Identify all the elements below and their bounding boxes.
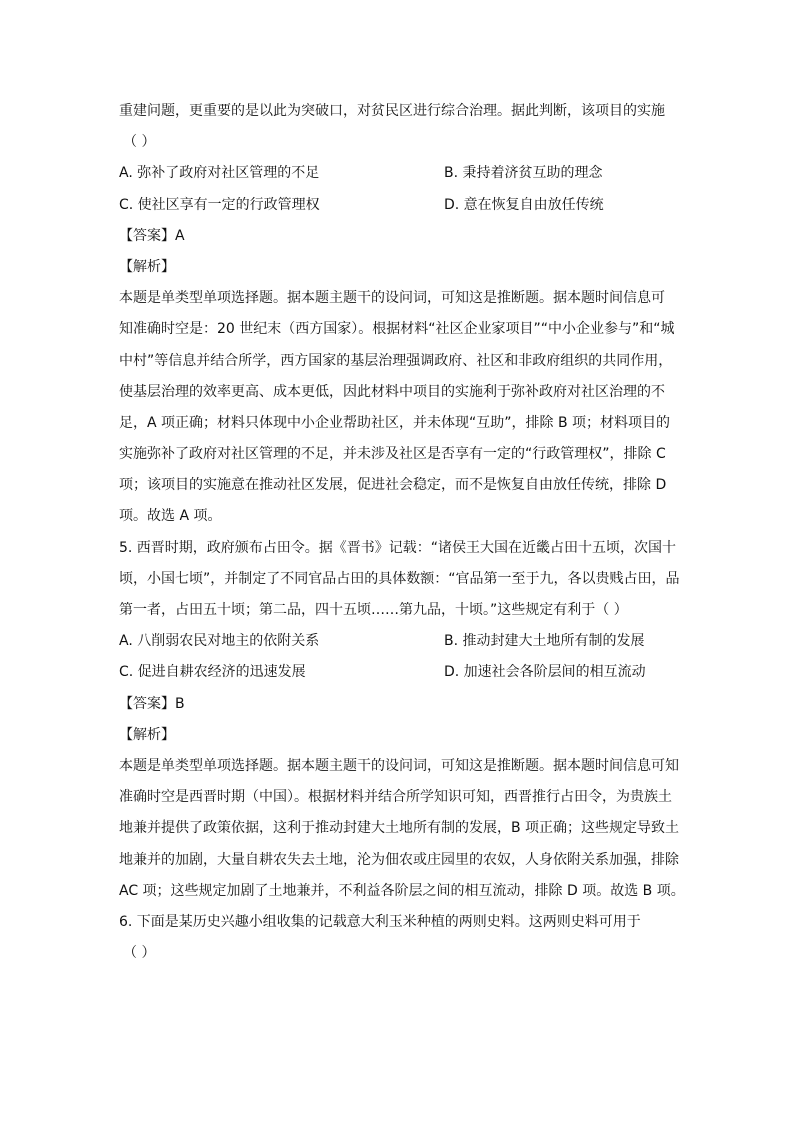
q4-analysis-label: 【解析】 [119,258,175,275]
q5-options-row-1 [119,626,689,657]
q4-answer-blank: （ ） [123,134,156,151]
q5-answer: 【答案】B [119,695,185,712]
q4-analysis-line-1: 本题是单类型单项选择题。据本题主题干的设问词，可知这是推断题。据本题时间信息可 [119,290,665,307]
q4-analysis-line-5: 足，A 项正确；材料只体现中小企业帮助社区，并未体现“互助”，排除 B 项；材料项目的 [119,414,671,431]
q5-option-c: C. 促进自耕农经济的迅速发展 [119,664,306,681]
q4-option-b: B. 秉持着济贫互助的理念 [444,165,603,182]
q4-option-c: C. 使社区享有一定的行政管理权 [119,196,320,213]
q5-analysis-line-2: 准确时空是西晋时期（中国）。根据材料并结合所学知识可知，西晋推行占田令，为贵族土 [119,789,672,806]
q5-options-row-2 [119,657,689,688]
q5-analysis-label: 【解析】 [119,726,175,743]
q6-stem-line-1: 6. 下面是某历史兴趣小组收集的记载意大利玉米种植的两则史料。这两则史料可用于 [119,913,641,930]
q5-analysis-line-4: 地兼并的加剧，大量自耕农失去土地，沦为佃农或庄园里的农奴，人身依附关系加强，排除 [119,851,679,868]
document-page [119,96,689,969]
q4-option-a: A. 弥补了政府对社区管理的不足 [119,165,320,182]
q4-analysis-line-4: 使基层治理的效率更高、成本更低，因此材料中项目的实施利于弥补政府对社区治理的不 [119,383,665,400]
q4-answer: 【答案】A [119,227,185,244]
q5-stem-line-1: 5. 西晋时期，政府颁布占田令。据《晋书》记载：“诸侯王大国在近畿占田十五顷，次国十 [119,539,677,556]
q4-option-d: D. 意在恢复自由放任传统 [444,196,604,213]
q4-analysis-line-2: 知准确时空是：20 世纪末（西方国家）。根据材料“社区企业家项目”“中小企业参与”和“城 [119,321,675,338]
q5-analysis-line-1: 本题是单类型单项选择题。据本题主题干的设问词，可知这是推断题。据本题时间信息可知 [119,757,679,774]
q5-option-a: A. 八削弱农民对地主的依附关系 [119,633,320,650]
q4-analysis-line-8: 项。故选 A 项。 [119,508,222,525]
q5-stem-line-3: 第一者，占田五十顷；第二品，四十五顷……第九品，十顷。”这些规定有利于（ ） [119,602,628,618]
q4-analysis-line-3: 中村”等信息并结合所学，西方国家的基层治理强调政府、社区和非政府组织的共同作用， [119,352,673,369]
q5-analysis-line-5: AC 项；这些规定加剧了土地兼并，不利益各阶层之间的相互流动，排除 D 项。故选 B 项。 [119,882,685,899]
q5-option-d: D. 加速社会各阶层间的相互流动 [444,664,646,681]
q4-analysis-line-7: 项；该项目的实施意在推动社区发展，促进社会稳定，而不是恢复自由放任传统，排除 D [119,477,667,494]
q4-stem-line-1: 重建问题，更重要的是以此为突破口，对贫民区进行综合治理。据此判断，该项目的实施 [119,103,665,119]
q4-analysis-line-6: 实施弥补了政府对社区管理的不足，并未涉及社区是否享有一定的“行政管理权”，排除 C [119,446,666,463]
q4-options-row-1 [119,158,689,189]
q5-stem-line-2: 顷，小国七顷”，并制定了不同官品占田的具体数额：“官品第一至于九，各以贵贱占田，品 [119,570,680,587]
q5-option-b: B. 推动封建大土地所有制的发展 [444,633,645,650]
q4-options-row-2 [119,190,689,221]
q5-analysis-line-3: 地兼并提供了政策依据，这利于推动封建大土地所有制的发展，B 项正确；这些规定导致土 [119,820,680,837]
q6-answer-blank: （ ） [123,945,156,962]
